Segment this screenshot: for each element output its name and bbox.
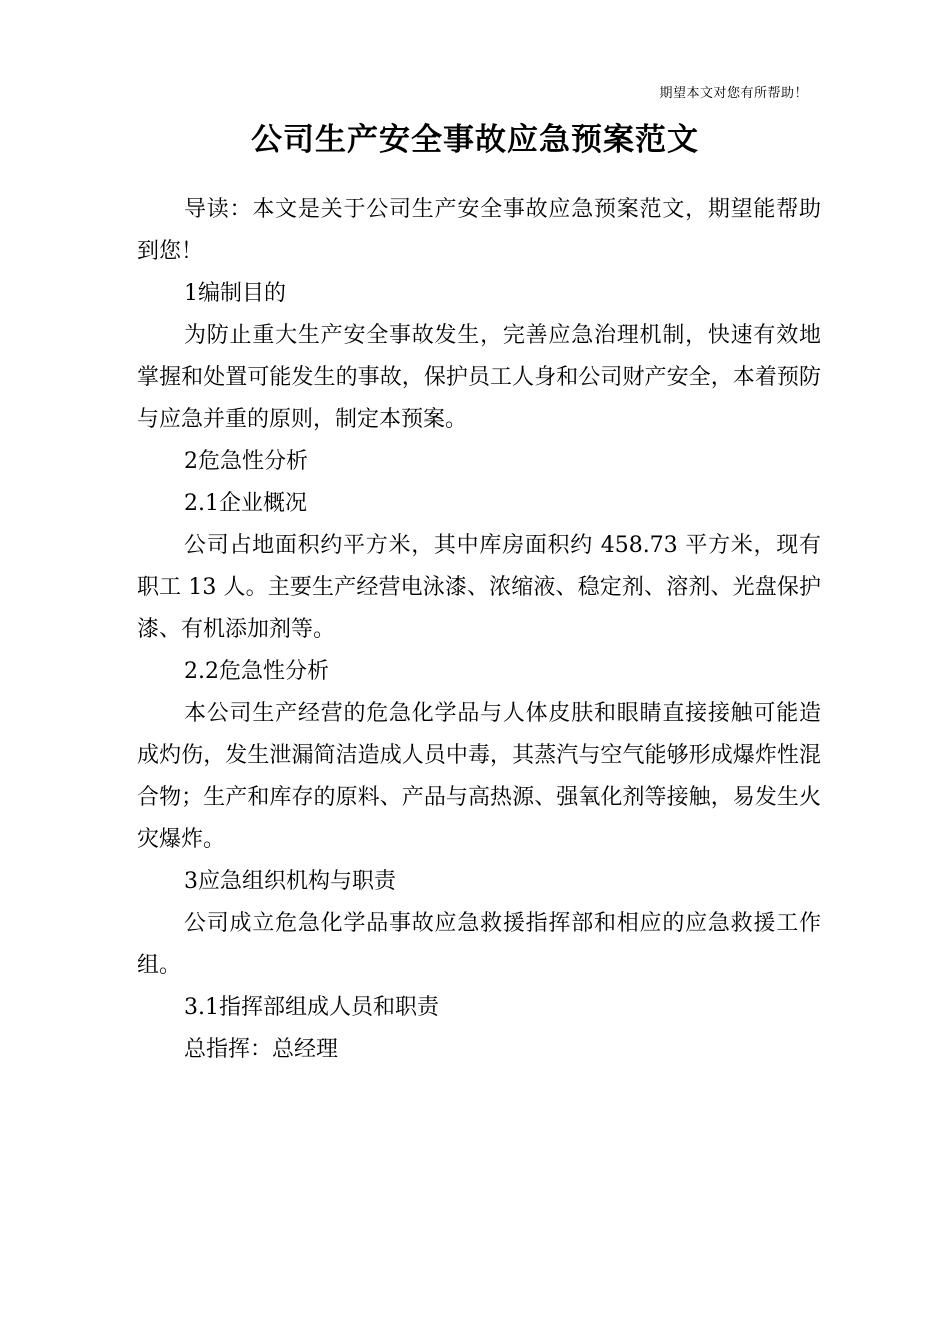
section-heading-3: 3应急组织机构与职责 [184, 869, 396, 894]
subsection-heading-2-1: 2.1企业概况 [184, 491, 307, 516]
section-heading-1: 1编制目的 [184, 281, 286, 306]
section-heading-2: 2危急性分析 [184, 449, 308, 474]
document-title: 公司生产安全事故应急预案范文 [251, 122, 699, 158]
paragraph: 本公司生产经营的危急化学品与人体皮肤和眼睛直接接触可能造成灼伤，发生泄漏简洁造成人员中毒，其蒸汽与空气能够形成爆炸性混合物；生产和库存的原料、产品与高热源、强氧化剂等接触，易发生火灾爆炸。 [137, 701, 821, 852]
header-note: 期望本文对您有所帮助！ [659, 86, 808, 101]
paragraph: 总指挥：总经理 [184, 1037, 339, 1062]
subsection-heading-2-2: 2.2危急性分析 [184, 659, 329, 684]
paragraph: 公司成立危急化学品事故应急救援指挥部和相应的应急救援工作组。 [137, 911, 821, 978]
intro-paragraph: 导读：本文是关于公司生产安全事故应急预案范文，期望能帮助到您！ [137, 197, 821, 264]
paragraph: 公司占地面积约平方米，其中库房面积约 458.73 平方米，现有职工 13 人。主要生产经营电泳漆、浓缩液、稳定剂、溶剂、光盘保护漆、有机添加剂等。 [137, 533, 821, 642]
paragraph: 为防止重大生产安全事故发生，完善应急治理机制，快速有效地掌握和处置可能发生的事故，保护员工人身和公司财产安全，本着预防与应急并重的原则，制定本预案。 [137, 323, 821, 432]
document-body [137, 189, 821, 1071]
subsection-heading-3-1: 3.1指挥部组成人员和职责 [184, 995, 439, 1020]
